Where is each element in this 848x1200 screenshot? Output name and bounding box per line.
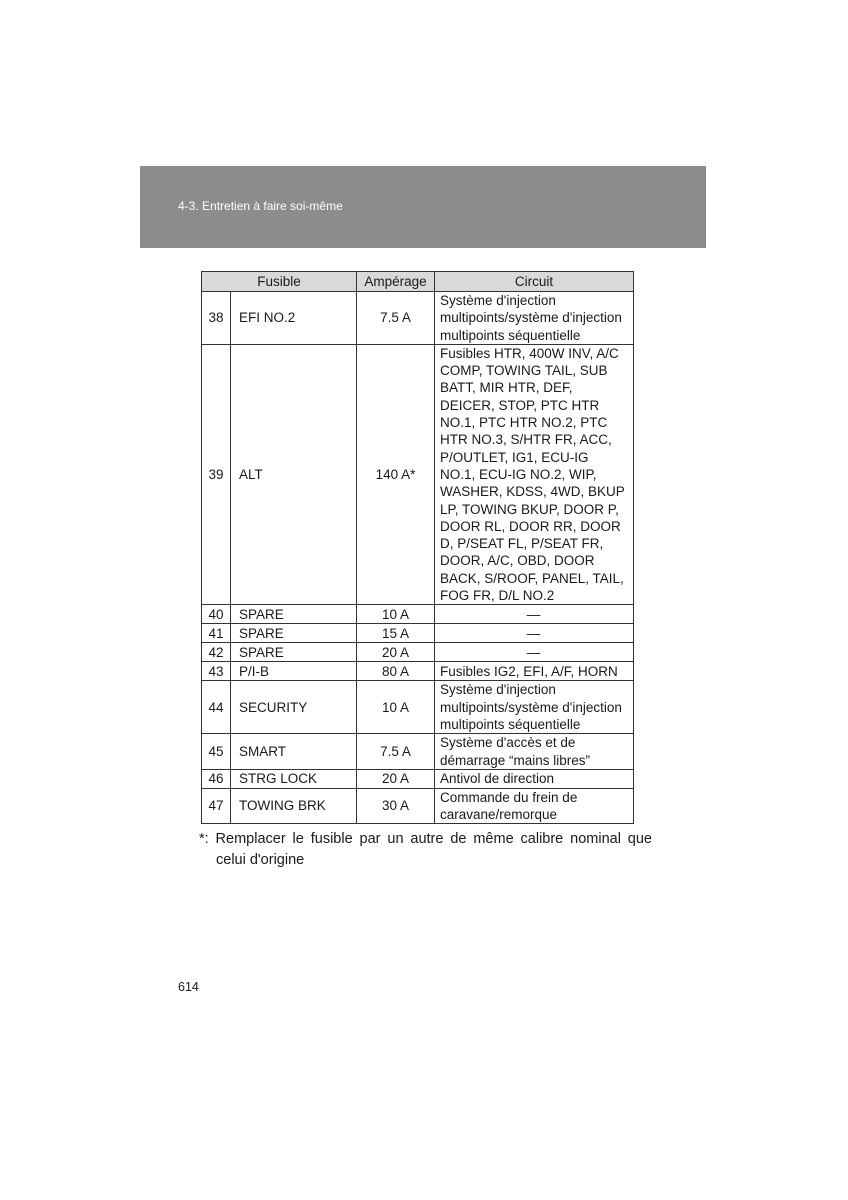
column-header-fusible: Fusible bbox=[202, 272, 357, 292]
fuse-circuit: Système d'injection multipoints/système d'injection multipoints séquentielle bbox=[435, 681, 634, 734]
fuse-number: 39 bbox=[202, 344, 231, 604]
fuse-circuit: — bbox=[435, 624, 634, 643]
fuse-name: SPARE bbox=[231, 624, 357, 643]
table-row bbox=[202, 662, 634, 681]
fuse-name: SECURITY bbox=[231, 681, 357, 734]
fuse-circuit: — bbox=[435, 643, 634, 662]
table-row bbox=[202, 734, 634, 770]
table-row bbox=[202, 769, 634, 788]
fuse-circuit: Fusibles IG2, EFI, A/F, HORN bbox=[435, 662, 634, 681]
fuse-amperage: 15 A bbox=[357, 624, 435, 643]
fuse-name: P/I-B bbox=[231, 662, 357, 681]
fuse-amperage: 80 A bbox=[357, 662, 435, 681]
fuse-number: 44 bbox=[202, 681, 231, 734]
fuse-amperage: 30 A bbox=[357, 788, 435, 824]
fuse-number: 40 bbox=[202, 605, 231, 624]
table-row bbox=[202, 681, 634, 734]
fuse-circuit: Système d'injection multipoints/système d'injection multipoints séquentielle bbox=[435, 292, 634, 345]
fuse-number: 42 bbox=[202, 643, 231, 662]
fuse-name: SMART bbox=[231, 734, 357, 770]
fuse-table bbox=[201, 271, 634, 824]
footnote-line-1: *: Remplacer le fusible par un autre de même calibre nominal que bbox=[199, 831, 652, 847]
section-title: 4-3. Entretien à faire soi-même bbox=[178, 199, 343, 213]
table-row bbox=[202, 643, 634, 662]
footnote-line-2: celui d'origine bbox=[216, 852, 305, 868]
table-row bbox=[202, 624, 634, 643]
table-row bbox=[202, 292, 634, 345]
footnote bbox=[199, 829, 652, 871]
fuse-amperage: 10 A bbox=[357, 605, 435, 624]
fuse-name: ALT bbox=[231, 344, 357, 604]
fuse-amperage: 10 A bbox=[357, 681, 435, 734]
section-header-bar bbox=[140, 166, 706, 248]
fuse-number: 43 bbox=[202, 662, 231, 681]
column-header-circuit: Circuit bbox=[435, 272, 634, 292]
fuse-circuit: — bbox=[435, 605, 634, 624]
fuse-name: SPARE bbox=[231, 643, 357, 662]
fuse-amperage: 20 A bbox=[357, 643, 435, 662]
fuse-amperage: 140 A* bbox=[357, 344, 435, 604]
table-row bbox=[202, 605, 634, 624]
fuse-amperage: 20 A bbox=[357, 769, 435, 788]
fuse-circuit: Fusibles HTR, 400W INV, A/C COMP, TOWING TAIL, SUB BATT, MIR HTR, DEF, DEICER, STOP, PTC HTR NO.1, PTC HTR NO.2, PTC HTR NO.3, S/HTR FR, ACC, P/OUTLET, IG1, ECU-IG NO.1, ECU-IG NO.2, WIP, WASHER, KDSS, 4WD, BKUP LP, TOWING BKUP, DOOR P, DOOR RL, DOOR RR, DOOR D, P/SEAT FL, P/SEAT FR, DOOR, A/C, OBD, DOOR BACK, S/ROOF, PANEL, TAIL, FOG FR, D/L NO.2 bbox=[435, 344, 634, 604]
fuse-name: TOWING BRK bbox=[231, 788, 357, 824]
fuse-number: 46 bbox=[202, 769, 231, 788]
fuse-name: EFI NO.2 bbox=[231, 292, 357, 345]
table-header-row bbox=[202, 272, 634, 292]
fuse-amperage: 7.5 A bbox=[357, 292, 435, 345]
table-row bbox=[202, 788, 634, 824]
fuse-number: 38 bbox=[202, 292, 231, 345]
fuse-number: 45 bbox=[202, 734, 231, 770]
fuse-circuit: Système d'accès et de démarrage “mains libres” bbox=[435, 734, 634, 770]
fuse-number: 47 bbox=[202, 788, 231, 824]
table-row bbox=[202, 344, 634, 604]
fuse-amperage: 7.5 A bbox=[357, 734, 435, 770]
fuse-name: SPARE bbox=[231, 605, 357, 624]
fuse-circuit: Antivol de direction bbox=[435, 769, 634, 788]
column-header-amperage: Ampérage bbox=[357, 272, 435, 292]
fuse-number: 41 bbox=[202, 624, 231, 643]
page-number: 614 bbox=[178, 980, 199, 994]
fuse-name: STRG LOCK bbox=[231, 769, 357, 788]
fuse-circuit: Commande du frein de caravane/remorque bbox=[435, 788, 634, 824]
